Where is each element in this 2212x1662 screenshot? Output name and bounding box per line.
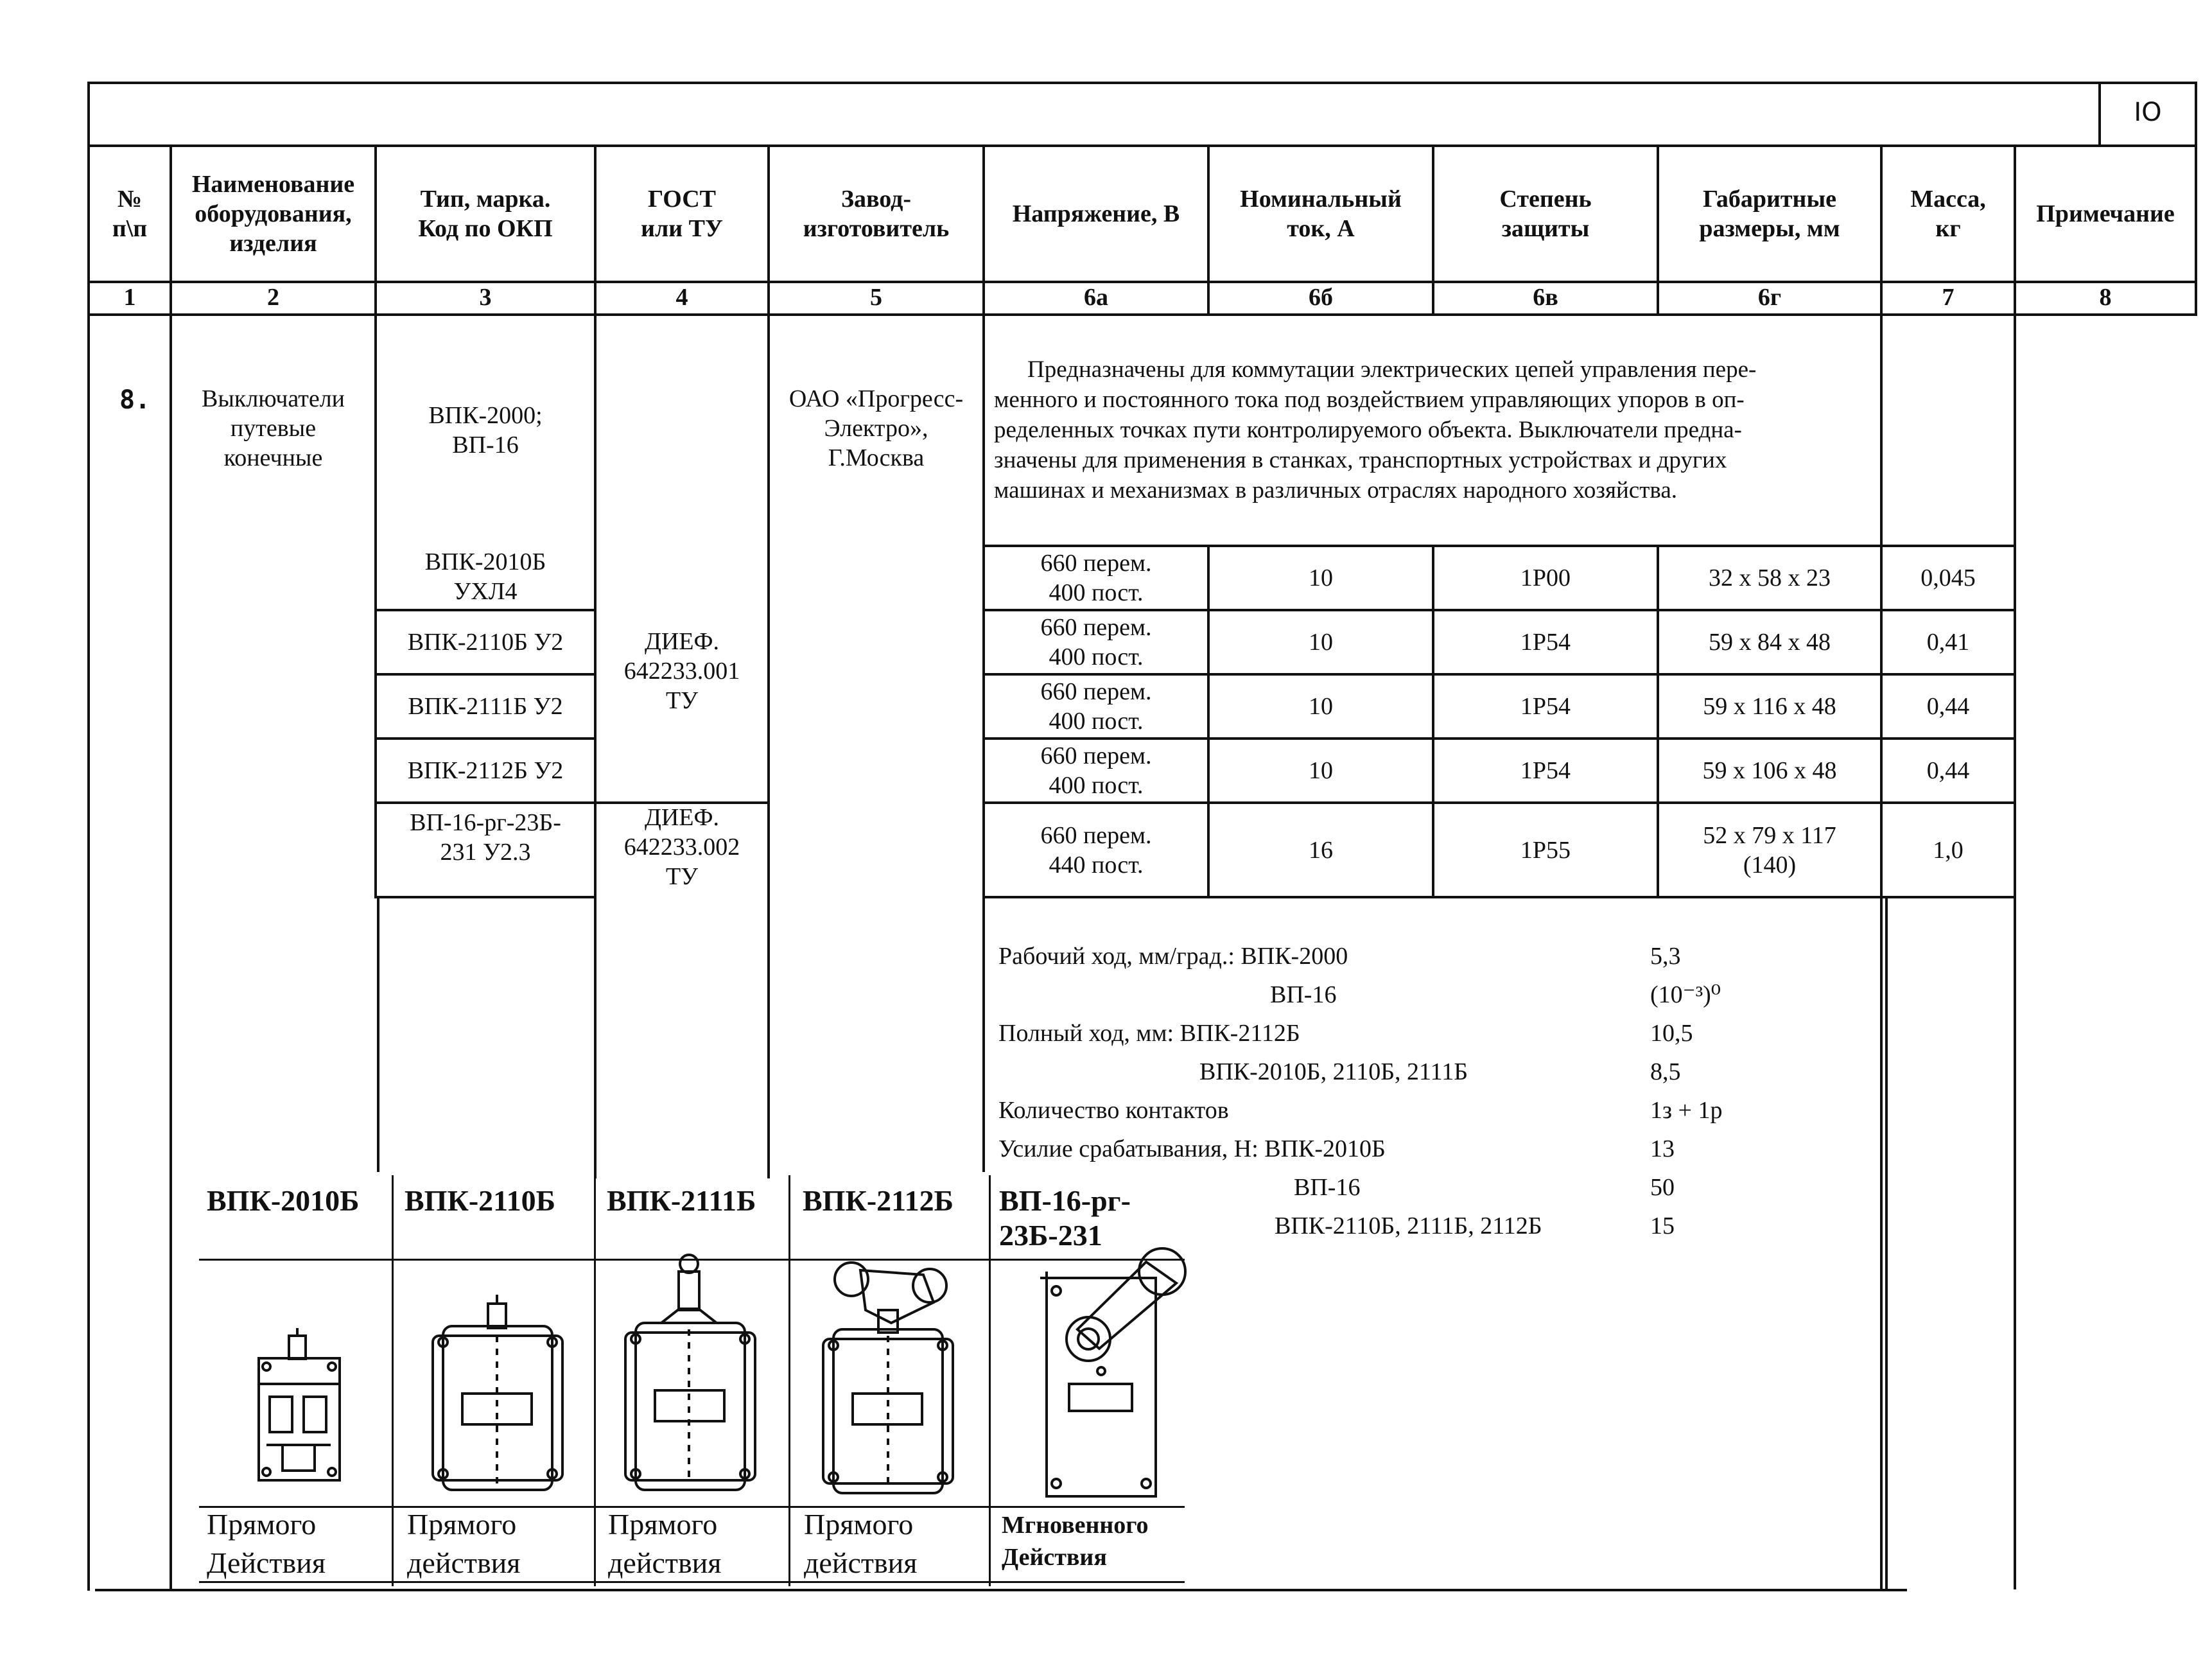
- spec-label: ВП-16: [1294, 1174, 1361, 1201]
- figure-title-vpk-2111b: ВПК-2111Б: [607, 1184, 756, 1217]
- header-protection: Степень защиты: [1499, 186, 1592, 242]
- row-protection: 1Р54: [1520, 757, 1571, 784]
- figure-title-vp-16: ВП-16-рг- 23Б-231: [999, 1184, 1131, 1252]
- header-number: № п\п: [112, 186, 148, 242]
- switch-drawing-vp-16: [1027, 1239, 1194, 1503]
- item-name: Выключатели путевые конечные: [201, 385, 345, 471]
- header-mass: Масса, кг: [1910, 186, 1986, 242]
- item-type-main: ВПК-2000; ВП-16: [428, 402, 543, 459]
- row-current: 10: [1309, 629, 1333, 656]
- row-mass: 0,44: [1926, 757, 1970, 784]
- switch-drawing-vpk-2010b: [247, 1323, 350, 1490]
- row-mass: 1,0: [1933, 836, 1964, 864]
- figure-caption-vpk-2110b: Прямого действия: [407, 1508, 521, 1579]
- row-dimensions: 52 х 79 х 117 (140): [1703, 821, 1836, 879]
- spec-label: ВПК-2110Б, 2111Б, 2112Б: [1275, 1212, 1542, 1239]
- col-number-6b: 6б: [1309, 284, 1333, 311]
- figure-caption-vp-16: Мгновенного Действия: [1002, 1512, 1149, 1571]
- row-current: 16: [1309, 836, 1333, 864]
- spec-value: 1з + 1р: [1650, 1097, 1723, 1124]
- figure-title-vpk-2110b: ВПК-2110Б: [405, 1184, 556, 1217]
- switch-drawing-vpk-2112b: [814, 1252, 968, 1503]
- row-voltage: 660 перем. 400 пост.: [1040, 614, 1152, 670]
- figure-title-vpk-2112b: ВПК-2112Б: [803, 1184, 954, 1217]
- header-manufacturer: Завод- изготовитель: [803, 186, 950, 242]
- manufacturer: ОАО «Прогресс- Электро», Г.Москва: [788, 385, 964, 471]
- figure-caption-vpk-2111b: Прямого действия: [608, 1508, 722, 1579]
- row-type: ВПК-2111Б У2: [408, 693, 563, 720]
- spec-label: ВПК-2010Б, 2110Б, 2111Б: [1199, 1058, 1468, 1085]
- spec-label: ВП-16: [1270, 981, 1337, 1008]
- page-number: IO: [2134, 98, 2162, 127]
- row-type: ВПК-2010Б УХЛ4: [424, 548, 546, 605]
- spec-value: 15: [1650, 1212, 1675, 1239]
- row-current: 10: [1309, 693, 1333, 720]
- description: Предназначены для коммутации электрических цепей управления пере- менного и постоянного тока под воздействием управляющих упоров в оп- ределенных точках пути контролируемого объекта. Выключатели предна- значены для применения в станках, транспортных устройствах и других машинах и механизмах в различных отраслях народного хозяйства.: [994, 356, 1757, 503]
- col-number-5: 5: [870, 284, 882, 311]
- row-protection: 1Р55: [1520, 836, 1571, 864]
- row-dimensions: 59 х 116 х 48: [1703, 693, 1836, 720]
- spec-value: 8,5: [1650, 1058, 1681, 1085]
- row-type: ВПК-2112Б У2: [407, 757, 564, 784]
- switch-drawing-vpk-2111b: [616, 1252, 764, 1503]
- col-number-1: 1: [123, 284, 136, 311]
- figure-title-vpk-2010b: ВПК-2010Б: [207, 1184, 360, 1217]
- row-current: 10: [1309, 564, 1333, 591]
- row-dimensions: 59 х 106 х 48: [1702, 757, 1837, 784]
- row-mass: 0,045: [1920, 564, 1976, 591]
- col-number-7: 7: [1942, 284, 1955, 311]
- row-voltage: 660 перем. 400 пост.: [1040, 742, 1152, 799]
- gost-1: ДИЕФ. 642233.001 ТУ: [623, 628, 740, 714]
- spec-value: 50: [1650, 1174, 1675, 1201]
- header-voltage: Напряжение, В: [1012, 200, 1180, 227]
- row-current: 10: [1309, 757, 1333, 784]
- spec-value: 5,3: [1650, 943, 1681, 970]
- row-voltage: 660 перем. 400 пост.: [1040, 550, 1152, 606]
- col-number-8: 8: [2099, 284, 2112, 311]
- spec-value: (10⁻³)⁰: [1650, 981, 1721, 1008]
- col-number-6c: 6в: [1533, 284, 1558, 311]
- row-type: ВПК-2110Б У2: [407, 629, 564, 656]
- row-protection: 1Р54: [1520, 693, 1571, 720]
- row-voltage: 660 перем. 440 пост.: [1040, 821, 1152, 879]
- row-protection: 1Р54: [1520, 629, 1571, 656]
- col-number-3: 3: [479, 284, 492, 311]
- row-voltage: 660 перем. 400 пост.: [1040, 678, 1152, 735]
- row-type: ВП-16-рг-23Б- 231 У2.3: [410, 809, 561, 866]
- col-number-4: 4: [675, 284, 688, 311]
- figure-caption-vpk-2010b: Прямого Действия: [207, 1508, 326, 1579]
- spec-label: Количество контактов: [998, 1097, 1229, 1124]
- header-type: Тип, марка. Код по ОКП: [418, 186, 553, 242]
- header-dimensions: Габаритные размеры, мм: [1699, 186, 1840, 242]
- row-mass: 0,44: [1926, 693, 1970, 720]
- col-number-6a: 6а: [1084, 284, 1108, 311]
- gost-2: ДИЕФ. 642233.002 ТУ: [623, 804, 740, 890]
- row-mass: 0,41: [1926, 629, 1970, 656]
- spec-label: Полный ход, мм: ВПК-2112Б: [998, 1020, 1300, 1047]
- spec-value: 10,5: [1650, 1020, 1693, 1047]
- col-number-2: 2: [267, 284, 279, 311]
- header-gost: ГОСТ или ТУ: [641, 186, 723, 242]
- spec-value: 13: [1650, 1135, 1675, 1162]
- header-name: Наименование оборудования, изделия: [191, 171, 355, 257]
- switch-drawing-vpk-2110b: [424, 1291, 571, 1503]
- row-protection: 1Р00: [1520, 564, 1571, 591]
- col-number-6d: 6г: [1757, 284, 1782, 311]
- header-current: Номинальный ток, А: [1240, 186, 1402, 242]
- item-number: 8.: [119, 385, 151, 415]
- header-note: Примечание: [2036, 200, 2175, 227]
- spec-label: Усилие срабатывания, Н: ВПК-2010Б: [998, 1135, 1386, 1162]
- figure-caption-vpk-2112b: Прямого действия: [804, 1508, 918, 1579]
- row-dimensions: 59 х 84 х 48: [1709, 629, 1831, 656]
- row-dimensions: 32 х 58 х 23: [1709, 564, 1831, 591]
- spec-label: Рабочий ход, мм/град.: ВПК-2000: [998, 943, 1348, 970]
